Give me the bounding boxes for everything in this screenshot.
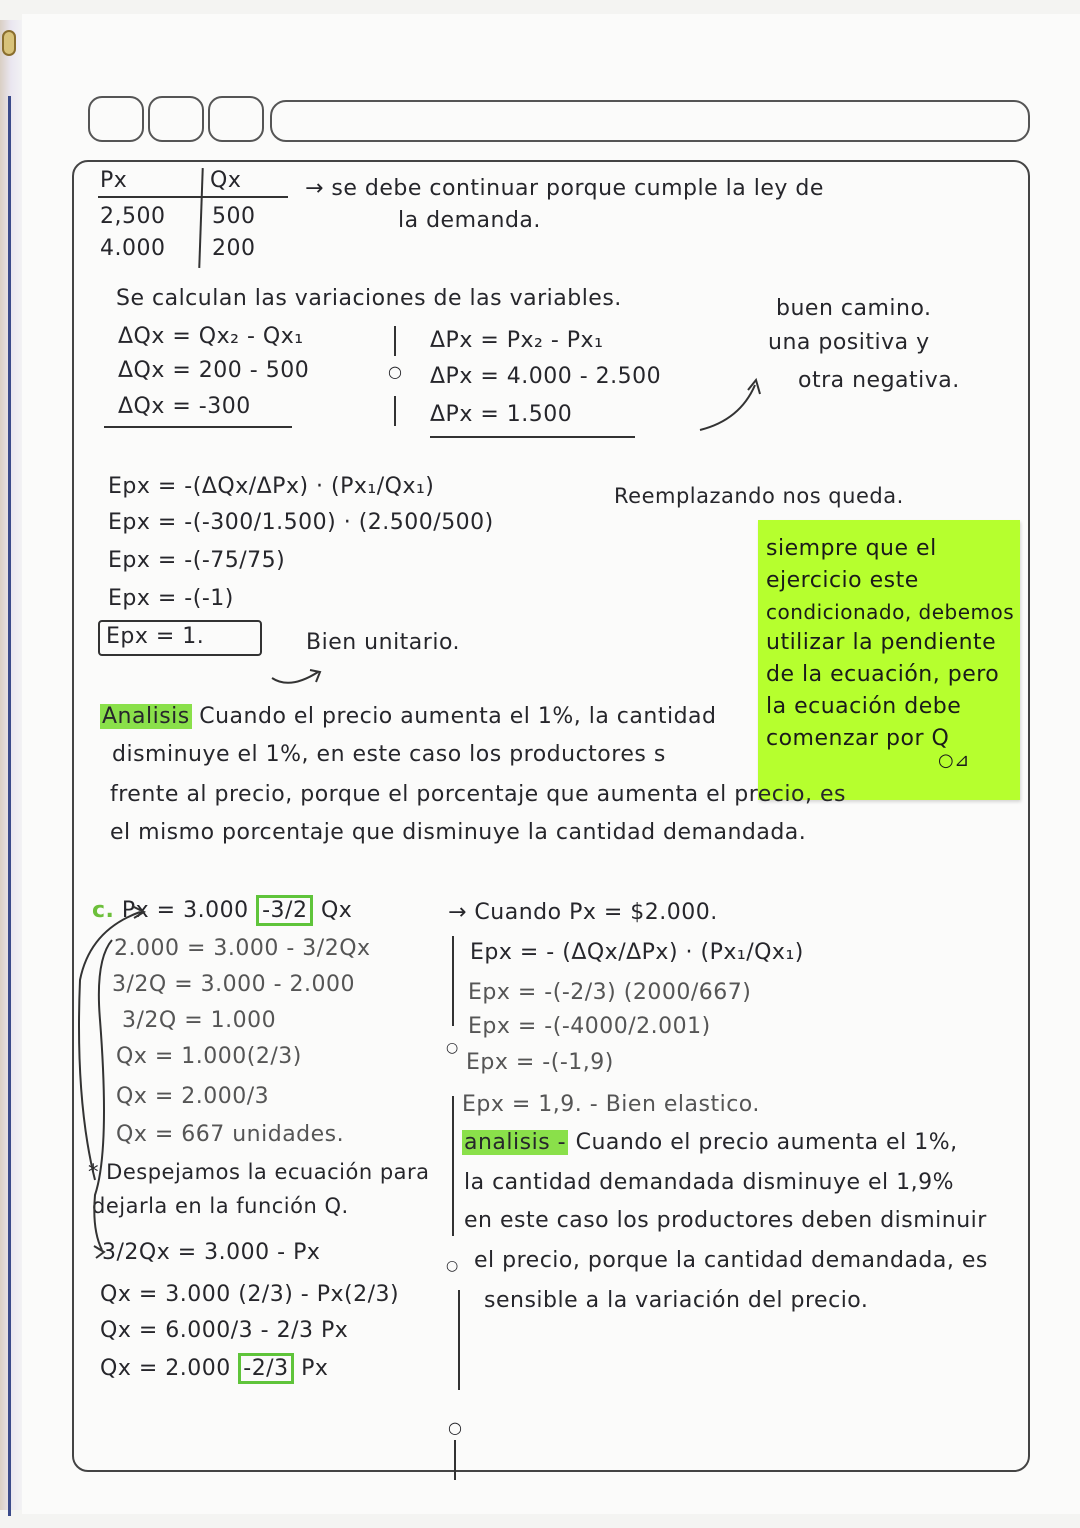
binder-clip bbox=[2, 30, 16, 56]
inverse-step: Qx = 3.000 (2/3) - Px(2/3) bbox=[100, 1282, 400, 1307]
final-intercept: Qx = 2.000 bbox=[100, 1356, 231, 1381]
table-cell: 200 bbox=[212, 236, 256, 261]
header-box-2 bbox=[148, 96, 204, 142]
analysis-2-line: sensible a la variación del precio. bbox=[484, 1288, 869, 1313]
demand-law-note-2: la demanda. bbox=[398, 208, 541, 233]
dp-substitution: ΔPx = 4.000 - 2.500 bbox=[430, 364, 662, 389]
final-variable: Px bbox=[301, 1356, 329, 1381]
analysis-2-label: analisis - bbox=[464, 1130, 567, 1155]
side-note-line: buen camino. bbox=[776, 296, 932, 321]
table-header-qx: Qx bbox=[210, 168, 242, 193]
divider-dot: ○ bbox=[446, 1040, 459, 1056]
c-elasticity-step: Epx = -(-4000/2.001) bbox=[468, 1014, 711, 1039]
analysis-2-line: la cantidad demandada disminuye el 1,9% bbox=[464, 1170, 955, 1195]
divider bbox=[394, 326, 396, 356]
elasticity-result: Epx = 1. bbox=[106, 624, 205, 649]
analysis-1-line: disminuye el 1%, en este caso los productores s bbox=[112, 742, 666, 767]
c-step: 3/2Q = 3.000 - 2.000 bbox=[112, 972, 356, 997]
dq-underline bbox=[104, 426, 292, 428]
c-step: 2.000 = 3.000 - 3/2Qx bbox=[114, 936, 371, 961]
binding-line bbox=[8, 96, 11, 1516]
dq-result: ΔQx = -300 bbox=[118, 394, 251, 419]
header-box-3 bbox=[208, 96, 264, 142]
divider bbox=[458, 1290, 460, 1390]
table-header-divider bbox=[98, 196, 288, 198]
divider bbox=[394, 396, 396, 426]
final-slope-box: -2/3 bbox=[238, 1353, 293, 1384]
equation-intercept: Px = 3.000 bbox=[121, 898, 249, 923]
analysis-1-line: el mismo porcentaje que disminuye la cantidad demandada. bbox=[110, 820, 807, 845]
variations-intro: Se calculan las variaciones de las variables. bbox=[116, 286, 622, 311]
header-title-box bbox=[270, 100, 1030, 142]
divider bbox=[452, 936, 454, 1026]
elasticity-step: Epx = -(-300/1.500) · (2.500/500) bbox=[108, 510, 494, 535]
c-elasticity-step: Epx = -(-2/3) (2000/667) bbox=[468, 980, 752, 1005]
c-step: Qx = 2.000/3 bbox=[116, 1084, 270, 1109]
c-step: 3/2Q = 1.000 bbox=[122, 1008, 277, 1033]
elasticity-classification: Bien unitario. bbox=[306, 630, 461, 655]
sticky-note bbox=[758, 520, 1020, 800]
dq-substitution: ΔQx = 200 - 500 bbox=[118, 358, 310, 383]
divider bbox=[452, 1096, 454, 1236]
c-elasticity-step: Epx = -(-1,9) bbox=[466, 1050, 614, 1075]
notebook-binding bbox=[0, 20, 22, 1510]
side-note-line: una positiva y bbox=[768, 330, 930, 355]
smiley-doodle-icon: ○⊿ bbox=[938, 750, 970, 771]
c-elasticity-step: Epx = - (ΔQx/ΔPx) · (Px₁/Qx₁) bbox=[470, 940, 804, 965]
elasticity-formula-note: Reemplazando nos queda. bbox=[614, 484, 904, 508]
header-box-1 bbox=[88, 96, 144, 142]
elasticity-step: Epx = -(-75/75) bbox=[108, 548, 286, 573]
sticky-line: de la ecuación, pero bbox=[766, 662, 1000, 687]
analysis-2-text: Cuando el precio aumenta el 1%, bbox=[575, 1130, 958, 1155]
table-cell: 4.000 bbox=[100, 236, 166, 261]
equation-variable: Qx bbox=[320, 898, 353, 923]
inverse-final bbox=[100, 1356, 328, 1381]
divider-dot: ○ bbox=[388, 362, 403, 381]
sticky-line: comenzar por Q bbox=[766, 726, 950, 751]
sticky-line: utilizar la pendiente bbox=[766, 630, 997, 655]
table-cell: 500 bbox=[212, 204, 256, 229]
inverse-step: Qx = 6.000/3 - 2/3 Px bbox=[100, 1318, 349, 1343]
despeje-note: dejarla en la función Q. bbox=[92, 1194, 349, 1218]
analysis-1-line: frente al precio, porque el porcentaje que aumenta el precio, es bbox=[110, 782, 846, 807]
c-step: Qx = 667 unidades. bbox=[116, 1122, 345, 1147]
table-header-px: Px bbox=[100, 168, 128, 193]
despeje-note: * Despejamos la ecuación para bbox=[88, 1160, 430, 1184]
part-c-equation bbox=[92, 898, 352, 923]
content-frame bbox=[72, 160, 1030, 1472]
sticky-line: ejercicio este bbox=[766, 568, 919, 593]
divider-dot: ○ bbox=[446, 1258, 459, 1274]
analysis-2-line bbox=[462, 1130, 958, 1155]
demand-law-note: → se debe continuar porque cumple la ley de bbox=[305, 176, 824, 201]
side-note-line: otra negativa. bbox=[798, 368, 960, 393]
analysis-1-line bbox=[100, 704, 716, 729]
dp-result: ΔPx = 1.500 bbox=[430, 402, 573, 427]
analysis-2-line: en este caso los productores deben disminuir bbox=[464, 1208, 987, 1233]
table-cell: 2,500 bbox=[100, 204, 166, 229]
part-c-label: c. bbox=[92, 898, 115, 923]
sticky-line: siempre que el bbox=[766, 536, 937, 561]
sticky-line: la ecuación debe bbox=[766, 694, 962, 719]
analysis-2-line: el precio, porque la cantidad demandada, es bbox=[474, 1248, 988, 1273]
c-step: Qx = 1.000(2/3) bbox=[116, 1044, 302, 1069]
dq-formula: ΔQx = Qx₂ - Qx₁ bbox=[118, 324, 304, 349]
dp-underline bbox=[430, 436, 635, 438]
analysis-label: Analisis bbox=[102, 704, 190, 729]
slope-highlight-box: -3/2 bbox=[256, 895, 313, 926]
divider bbox=[454, 1440, 456, 1480]
elasticity-step: Epx = -(-1) bbox=[108, 586, 234, 611]
condition-note: → Cuando Px = $2.000. bbox=[448, 900, 718, 925]
elasticity-formula: Epx = -(ΔQx/ΔPx) · (Px₁/Qx₁) bbox=[108, 474, 435, 499]
sticky-line: condicionado, debemos bbox=[766, 600, 1015, 624]
analysis-text: Cuando el precio aumenta el 1%, la cantidad bbox=[199, 704, 717, 729]
c-elasticity-result: Epx = 1,9. - Bien elastico. bbox=[462, 1092, 760, 1117]
dp-formula: ΔPx = Px₂ - Px₁ bbox=[430, 328, 604, 353]
divider-dot: ○ bbox=[448, 1418, 463, 1437]
inverse-step: 3/2Qx = 3.000 - Px bbox=[102, 1240, 321, 1265]
